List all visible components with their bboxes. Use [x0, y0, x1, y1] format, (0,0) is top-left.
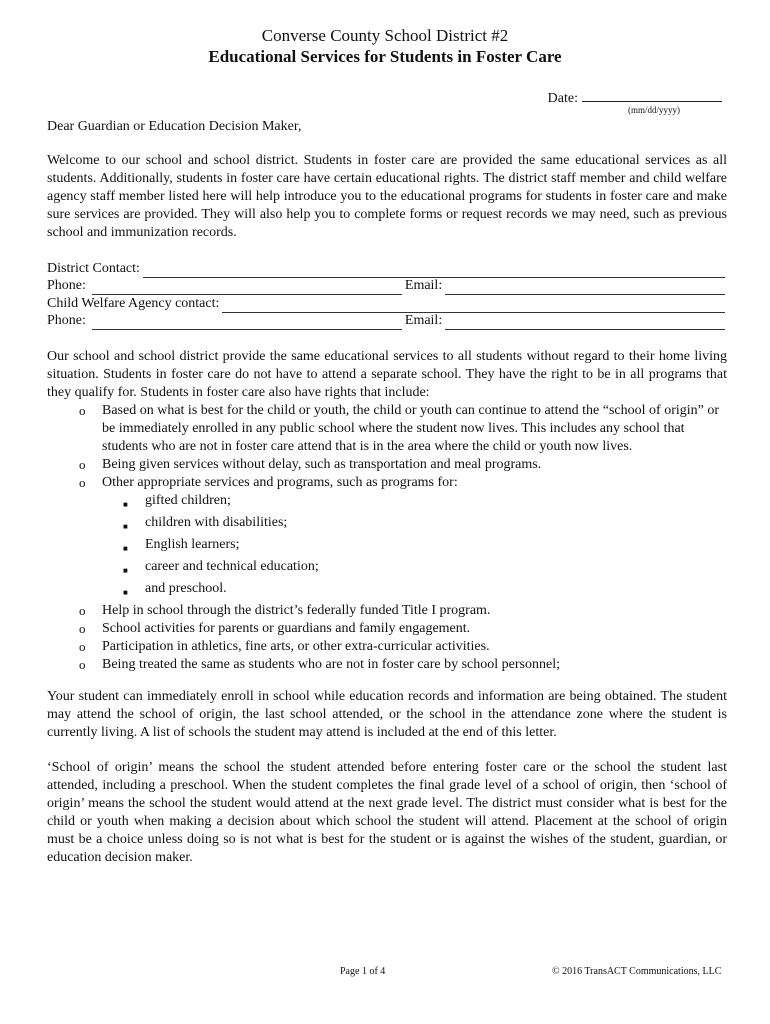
rights-list — [79, 402, 727, 674]
district-phone-field[interactable] — [92, 281, 402, 295]
bullet-o: o — [79, 457, 86, 472]
sub-list-item-text: career and technical education; — [145, 559, 319, 574]
list-item — [79, 456, 727, 474]
date-format-hint: (mm/dd/yyyy) — [628, 105, 680, 115]
list-item — [79, 638, 727, 656]
list-item-text: Help in school through the district’s federally funded Title I program. — [102, 603, 491, 618]
sub-list-item — [123, 536, 727, 558]
district-contact-label: District Contact: — [47, 260, 140, 276]
copyright-notice: © 2016 TransACT Communications, LLC — [552, 966, 722, 977]
list-item-text: Participation in athletics, fine arts, or other extra-curricular activities. — [102, 639, 490, 654]
date-label: Date: — [547, 91, 578, 106]
list-item — [79, 602, 727, 620]
district-name: Converse County School District #2 — [261, 26, 509, 45]
salutation: Dear Guardian or Education Decision Maker, — [47, 119, 302, 134]
bullet-o: o — [79, 603, 86, 618]
bullet-o: o — [79, 657, 86, 672]
email-label: Email: — [404, 313, 443, 328]
contact-block — [47, 260, 725, 330]
sub-list-item — [123, 514, 727, 536]
sub-list-item-text: and preschool. — [145, 581, 227, 596]
square-bullet-icon: ■ — [123, 544, 128, 553]
intro-paragraph: Welcome to our school and school district. Students in foster care are provided the same educational services as all students. Additionally, students in foster care have certain educational rights. The district staff member and child welfare agency staff member listed here will help introduce you to the educational programs for students in foster care and make sure services are provided. They will also help you to complete forms or request records we may need, such as previous school and immunization records. — [47, 153, 727, 240]
document-title: Educational Services for Students in Foster Care — [208, 47, 562, 66]
list-item-text: School activities for parents or guardians and family engagement. — [102, 621, 471, 636]
agency-email-field[interactable] — [445, 316, 725, 330]
services-paragraph: Our school and school district provide the same educational services to all students without regard to their home living situation. Students in foster care do not have to attend a separate school. They have the right to be in all programs that they qualify for. Students in foster care also have rights that include: — [47, 349, 727, 400]
district-contact-field[interactable] — [143, 264, 725, 278]
list-item — [79, 402, 727, 456]
square-bullet-icon: ■ — [123, 522, 128, 531]
list-item — [79, 474, 727, 492]
list-item-text: Being given services without delay, such as transportation and meal programs. — [102, 457, 542, 472]
square-bullet-icon: ■ — [123, 500, 128, 509]
agency-contact-field[interactable] — [222, 299, 725, 313]
sub-list-item-text: gifted children; — [145, 493, 231, 508]
list-item-text: Based on what is best for the child or youth, the child or youth can continue to attend the “school of origin” or be immediately enrolled in any public school where the student now lives. This includes any school that students who are not in foster care attend that is in the area where the child or youth now lives. — [102, 403, 720, 454]
list-item — [79, 656, 727, 674]
district-contact-row — [47, 260, 725, 278]
agency-phone-row — [47, 313, 725, 331]
sub-list-item — [123, 492, 727, 514]
agency-contact-row — [47, 295, 725, 313]
agency-phone-field[interactable] — [92, 316, 402, 330]
district-phone-row — [47, 278, 725, 296]
square-bullet-icon: ■ — [123, 588, 128, 597]
date-field[interactable] — [582, 88, 722, 102]
sub-list-item — [123, 558, 727, 580]
square-bullet-icon: ■ — [123, 566, 128, 575]
list-item-text: Other appropriate services and programs, such as programs for: — [102, 475, 458, 490]
bullet-o: o — [79, 403, 86, 418]
sub-list-item — [123, 580, 727, 602]
list-item-text: Being treated the same as students who are not in foster care by school personnel; — [102, 657, 560, 672]
school-of-origin-paragraph: ‘School of origin’ means the school the student attended before entering foster care or the school the student last attended, including a preschool. When the student completes the final grade level of a school of origin, then ‘school of origin’ means the school the student would attend at the next grade level. The district must consider what is best for the child or youth when making a decision about which school the student will attend. Placement at the school of origin must be a choice unless doing so is not what is best for the student or is against the wishes of the student, guardian, or education decision maker. — [47, 760, 727, 865]
page-number: Page 1 of 4 — [340, 966, 386, 977]
email-label: Email: — [404, 278, 443, 293]
sub-list-item-text: children with disabilities; — [145, 515, 288, 530]
agency-contact-label: Child Welfare Agency contact: — [47, 295, 220, 311]
bullet-o: o — [79, 475, 86, 490]
district-email-field[interactable] — [445, 281, 725, 295]
list-item — [79, 620, 727, 638]
sub-list-item-text: English learners; — [145, 537, 240, 552]
bullet-o: o — [79, 639, 86, 654]
phone-label: Phone: — [47, 278, 86, 293]
bullet-o: o — [79, 621, 86, 636]
enrollment-paragraph: Your student can immediately enroll in school while education records and information are being obtained. The student may attend the school of origin, the last school attended, or the school in the attendance zone where the student is currently living. A list of schools the student may attend is included at the end of this letter. — [47, 689, 727, 740]
phone-label: Phone: — [47, 313, 86, 328]
